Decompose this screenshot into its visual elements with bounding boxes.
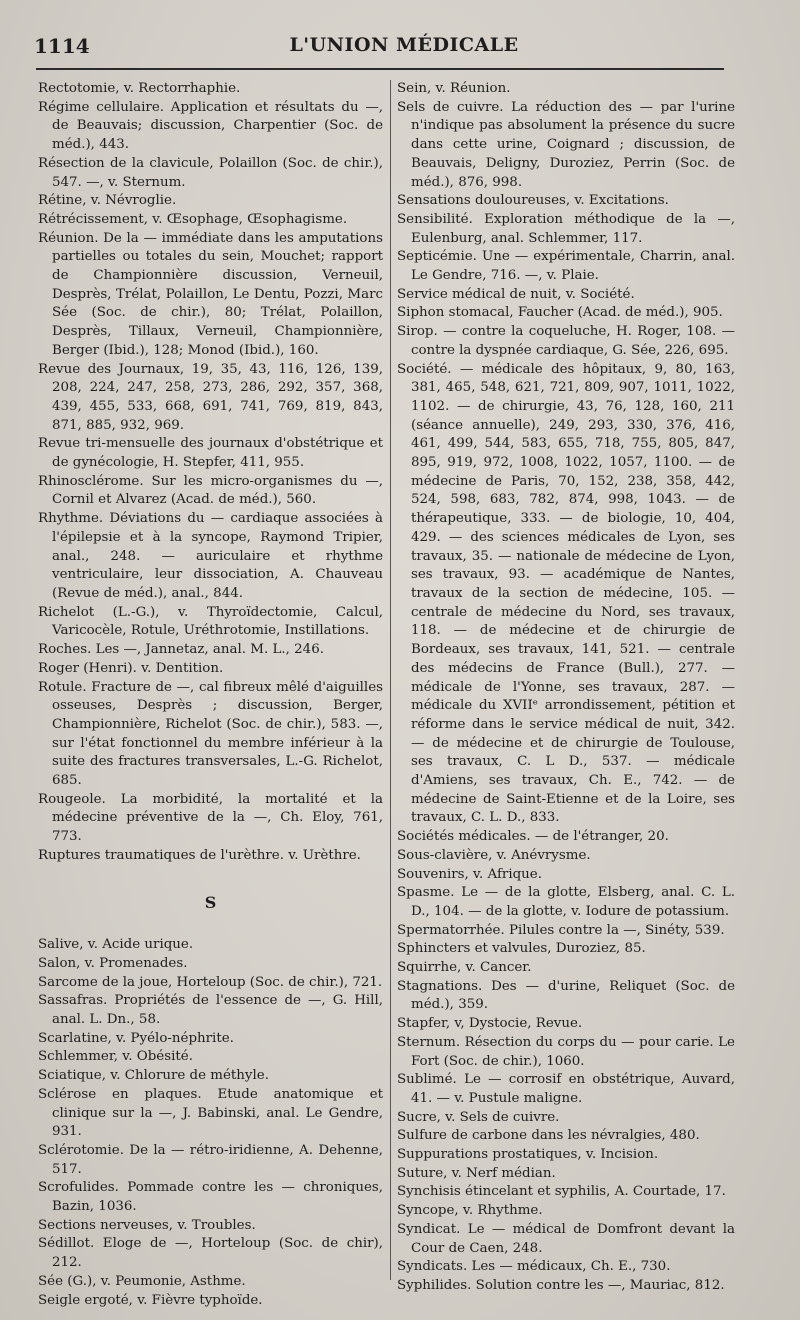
- index-entry: Syphilides. Solution contre les —, Mauriac, 812.: [397, 1278, 725, 1293]
- index-entry: Syncope, v. Rhythme.: [397, 1203, 543, 1219]
- index-entry: Sections nerveuses, v. Troubles.: [38, 1217, 256, 1233]
- index-entry: Scarlatine, v. Pyélo-néphrite.: [38, 1030, 234, 1046]
- index-entry: Sensations douloureuses, v. Excitations.: [397, 193, 669, 209]
- index-entry: Sulfure de carbone dans les névralgies, 480.: [397, 1128, 700, 1144]
- index-entry: Sociétés médicales. — de l'étranger, 20.: [397, 829, 669, 845]
- index-entry: Rétine, v. Névroglie.: [38, 193, 177, 209]
- index-entry: Richelot (L.-G.), v. Thyroïdectomie, Calcul, Varicocèle, Rotule, Uréthrotomie, Instillations.: [38, 604, 383, 639]
- page-header: [34, 34, 774, 64]
- index-entry: Sédillot. Eloge de —, Horteloup (Soc. de chir), 212.: [38, 1236, 383, 1271]
- index-entry: Sassafras. Propriétés de l'essence de —, G. Hill, anal. L. Dn., 58.: [38, 993, 383, 1028]
- index-entry: Revue tri-mensuelle des journaux d'obstétrique et de gynécologie, H. Stepfer, 411, 955.: [38, 436, 383, 471]
- index-entry: Sucre, v. Sels de cuivre.: [397, 1109, 560, 1125]
- index-entry: Sous-clavière, v. Anévrysme.: [397, 847, 591, 863]
- running-title: L'UNION MÉDICALE: [289, 34, 519, 56]
- index-entry: Réunion. De la — immédiate dans les amputations partielles ou totales du sein, Mouchet; rapport de Championnière discussion, Verneuil, Desprès, Trélat, Polaillon, Le Dentu, Pozzi, Marc Sée (Soc. de chir.), 80; Trélat, Polaillon, Desprès, Tillaux, Verneuil, Championnière, Berger (Ibid.), 128; Monod (Ibid.), 160.: [38, 230, 383, 358]
- index-entry: Synchisis étincelant et syphilis, A. Courtade, 17.: [397, 1184, 726, 1200]
- index-entry: Société. — médicale des hôpitaux, 9, 80, 163, 381, 465, 548, 621, 721, 809, 907, 1011, 1022, 1102. — de chirurgie, 43, 76, 128, 160, 211 (séance annuelle), 249, 293, 330, 376, 416, 461, 499, 544, 583, 655, 718, 755, 805, 847, 895, 919, 972, 1008, 1022, 1057, 1100. — de médecine de Paris, 70, 152, 238, 358, 442, 524, 598, 683, 782, 874, 998, 1043. — de thérapeutique, 333. — de biologie, 10, 404, 429. — des sciences médicales de Lyon, ses travaux, 35. — nationale de médecine de Lyon, ses travaux, 93. — académique de Nantes, travaux de la section de médecine, 105. — centrale de médecine du Nord, ses travaux, 118. — de médecine et de chirurgie de Bordeaux, ses travaux, 141, 521. — centrale des médecins de France (Bull.), 277. — médicale de l'Yonne, ses travaux, 287. — médicale du XVIIᵉ arrondissement, pétition et réforme dans le service médical de nuit, 342. — de médecine et de chirurgie de Toulouse, ses travaux, C. L D., 537. — médicale d'Amiens, ses travaux, Ch. E., 742. — de médecine de Saint-Etienne et de la Loire, ses travaux, C. L. D., 833.: [397, 361, 735, 826]
- index-entry: Résection de la clavicule, Polaillon (Soc. de chir.), 547. —, v. Sternum.: [38, 155, 383, 190]
- entries-r: [38, 80, 383, 866]
- index-entry: Rectotomie, v. Rectorrhaphie.: [38, 81, 241, 96]
- index-entry: Spasme. Le — de la glotte, Elsberg, anal. C. L. D., 104. — de la glotte, v. Iodure de potassium.: [397, 885, 735, 919]
- index-entry: Septicémie. Une — expérimentale, Charrin, anal. Le Gendre, 716. —, v. Plaie.: [397, 249, 735, 284]
- index-entry: Siphon stomacal, Faucher (Acad. de méd.), 905.: [397, 305, 723, 321]
- right-column: [397, 80, 735, 1296]
- section-letter: S: [204, 892, 217, 912]
- index-entry: Sciatique, v. Chlorure de méthyle.: [38, 1068, 269, 1084]
- index-entry: Service médical de nuit, v. Société.: [397, 286, 635, 302]
- index-entry: Suture, v. Nerf médian.: [397, 1165, 556, 1181]
- index-entry: Roches. Les —, Jannetaz, anal. M. L., 246.: [38, 642, 324, 658]
- index-entry: Rhinosclérome. Sur les micro-organismes du —, Cornil et Alvarez (Acad. de méd.), 560.: [38, 473, 383, 508]
- index-entry: Spermatorrhée. Pilules contre la —, Sinéty, 539.: [397, 922, 725, 938]
- index-entry: Rougeole. La morbidité, la mortalité et la médecine préventive de la —, Ch. Eloy, 761, 773.: [38, 791, 383, 845]
- left-column: [38, 80, 383, 1310]
- index-entry: Ruptures traumatiques de l'urèthre. v. Urèthre.: [38, 847, 361, 863]
- column-divider: [390, 80, 391, 1280]
- page-number: 1114: [34, 34, 90, 58]
- index-entry: Seigle ergoté, v. Fièvre typhoïde.: [38, 1292, 263, 1308]
- index-entry: Roger (Henri). v. Dentition.: [38, 660, 224, 676]
- index-entry: Sensibilité. Exploration méthodique de la —, Eulenburg, anal. Schlemmer, 117.: [397, 211, 735, 246]
- index-entry: Squirrhe, v. Cancer.: [397, 960, 532, 976]
- index-entry: Salon, v. Promenades.: [38, 955, 188, 971]
- index-entry: Sclérose en plaques. Etude anatomique et clinique sur la —, J. Babinski, anal. Le Gendre, 931.: [38, 1086, 383, 1140]
- index-entry: Régime cellulaire. Application et résultats du —, de Beauvais; discussion, Charpentier (Soc. de méd.), 443.: [38, 99, 383, 153]
- index-entry: Stapfer, v, Dystocie, Revue.: [397, 1016, 583, 1032]
- index-entry: Salive, v. Acide urique.: [38, 937, 194, 953]
- index-entry: Sein, v. Réunion.: [397, 81, 511, 96]
- index-entry: Sternum. Résection du corps du — pour carie. Le Fort (Soc. de chir.), 1060.: [397, 1034, 735, 1069]
- index-entry: Sarcome de la joue, Horteloup (Soc. de chir.), 721.: [38, 974, 383, 990]
- index-entry: Syndicat. Le — médical de Domfront devant la Cour de Caen, 248.: [397, 1221, 735, 1256]
- index-entry: Schlemmer, v. Obésité.: [38, 1049, 193, 1065]
- index-entry: Scrofulides. Pommade contre les — chroniques, Bazin, 1036.: [38, 1180, 383, 1215]
- index-entry: Rétrécissement, v. Œsophage, Œsophagisme.: [38, 211, 348, 227]
- index-entry: Suppurations prostatiques, v. Incision.: [397, 1147, 659, 1163]
- index-entry: Sée (G.), v. Peumonie, Asthme.: [38, 1273, 246, 1289]
- header-rule: [36, 68, 724, 70]
- index-entry: Sphincters et valvules, Duroziez, 85.: [397, 941, 646, 957]
- index-entry: Rotule. Fracture de —, cal fibreux mêlé d'aiguilles osseuses, Desprès ; discussion, Berger, Championnière, Richelot (Soc. de chir.), 583. —, sur l'état fonctionnel du membre inférieur à la suite des fractures transversales, L.-G. Richelot, 685.: [38, 679, 383, 789]
- index-entry: Stagnations. Des — d'urine, Reliquet (Soc. de méd.), 359.: [397, 978, 735, 1013]
- entries-s: [38, 936, 383, 1310]
- index-entry: Revue des Journaux, 19, 35, 43, 116, 126, 139, 208, 224, 247, 258, 273, 286, 292, 357, 368, 439, 455, 533, 668, 691, 741, 769, 819, 843, 871, 885, 932, 969.: [38, 361, 383, 433]
- index-entry: Rhythme. Déviations du — cardiaque associées à l'épilepsie et à la syncope, Raymond Tripier, anal., 248. — auriculaire et rhythme ventriculaire, leur dissociation, A. Chauveau (Revue de méd.), anal., 844.: [38, 511, 383, 601]
- index-entry: Syndicats. Les — médicaux, Ch. E., 730.: [397, 1259, 671, 1275]
- index-entry: Sublimé. Le — corrosif en obstétrique, Auvard, 41. — v. Pustule maligne.: [397, 1072, 735, 1106]
- index-entry: Sclérotomie. De la — rétro-iridienne, A. Dehenne, 517.: [38, 1142, 383, 1177]
- index-entry: Souvenirs, v. Afrique.: [397, 866, 542, 882]
- index-entry: Sirop. — contre la coqueluche, H. Roger, 108. — contre la dyspnée cardiaque, G. Sée, 226, 695.: [397, 324, 735, 358]
- index-entry: Sels de cuivre. La réduction des — par l'urine n'indique pas absolument la présence du sucre dans cette urine, Coignard ; discussion, de Beauvais, Deligny, Duroziez, Perrin (Soc. de méd.), 876, 998.: [397, 99, 735, 190]
